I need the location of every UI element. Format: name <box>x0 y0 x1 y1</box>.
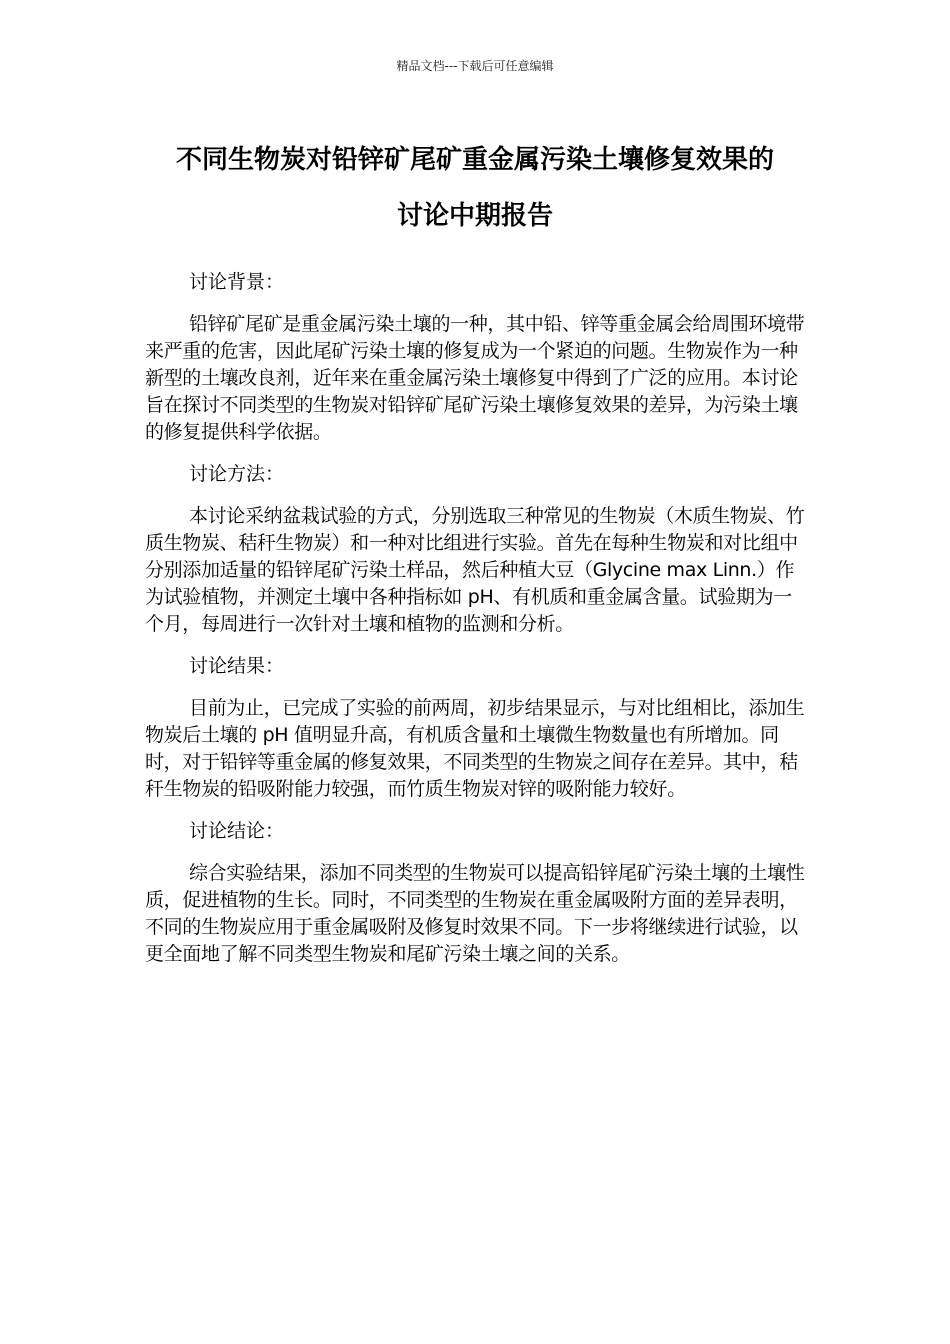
section-body-method: 本讨论采纳盆栽试验的方式，分别选取三种常见的生物炭（木质生物炭、竹质生物炭、秸秆生物炭）和一种对比组进行实验。首先在每种生物炭和对比组中分别添加适量的铅锌尾矿污染土样品，然后种植大豆（Glycine max Linn.）作为试验植物，并测定土壤中各种指标如 pH、有机质和重金属含量。试验期为一个月，每周进行一次针对土壤和植物的监测和分析。 <box>145 505 805 635</box>
section-body-background: 铅锌矿尾矿是重金属污染土壤的一种，其中铅、锌等重金属会给周围环境带来严重的危害，因此尾矿污染土壤的修复成为一个紧迫的问题。生物炭作为一种新型的土壤改良剂，近年来在重金属污染土壤修复中得到了广泛的应用。本讨论旨在探讨不同类型的生物炭对铅锌矿尾矿污染土壤修复效果的差异，为污染土壤的修复提供科学依据。 <box>145 313 805 443</box>
section-heading-conclusion: 讨论结论： <box>189 820 285 842</box>
title-line-2: 讨论中期报告 <box>396 201 553 231</box>
section-heading-background: 讨论背景： <box>189 271 285 293</box>
section-heading-method: 讨论方法： <box>189 463 285 485</box>
section-heading-results: 讨论结果： <box>189 655 285 677</box>
document-body <box>145 269 808 983</box>
document-title <box>130 132 820 244</box>
page-header: 精品文档---下载后可任意编辑 <box>396 59 554 73</box>
section-body-conclusion: 综合实验结果，添加不同类型的生物炭可以提高铅锌尾矿污染土壤的土壤性质，促进植物的生长。同时，不同类型的生物炭在重金属吸附方面的差异表明，不同的生物炭应用于重金属吸附及修复时效果不同。下一步将继续进行试验，以更全面地了解不同类型生物炭和尾矿污染土壤之间的关系。 <box>145 862 805 965</box>
title-line-1: 不同生物炭对铅锌矿尾矿重金属污染土壤修复效果的 <box>175 145 774 175</box>
section-body-results: 目前为止，已完成了实验的前两周，初步结果显示，与对比组相比，添加生物炭后土壤的 pH 值明显升高，有机质含量和土壤微生物数量也有所增加。同时，对于铅锌等重金属的修复效果，不同类型的生物炭之间存在差异。其中，秸秆生物炭的铅吸附能力较强，而竹质生物炭对锌的吸附能力较好。 <box>145 697 805 800</box>
